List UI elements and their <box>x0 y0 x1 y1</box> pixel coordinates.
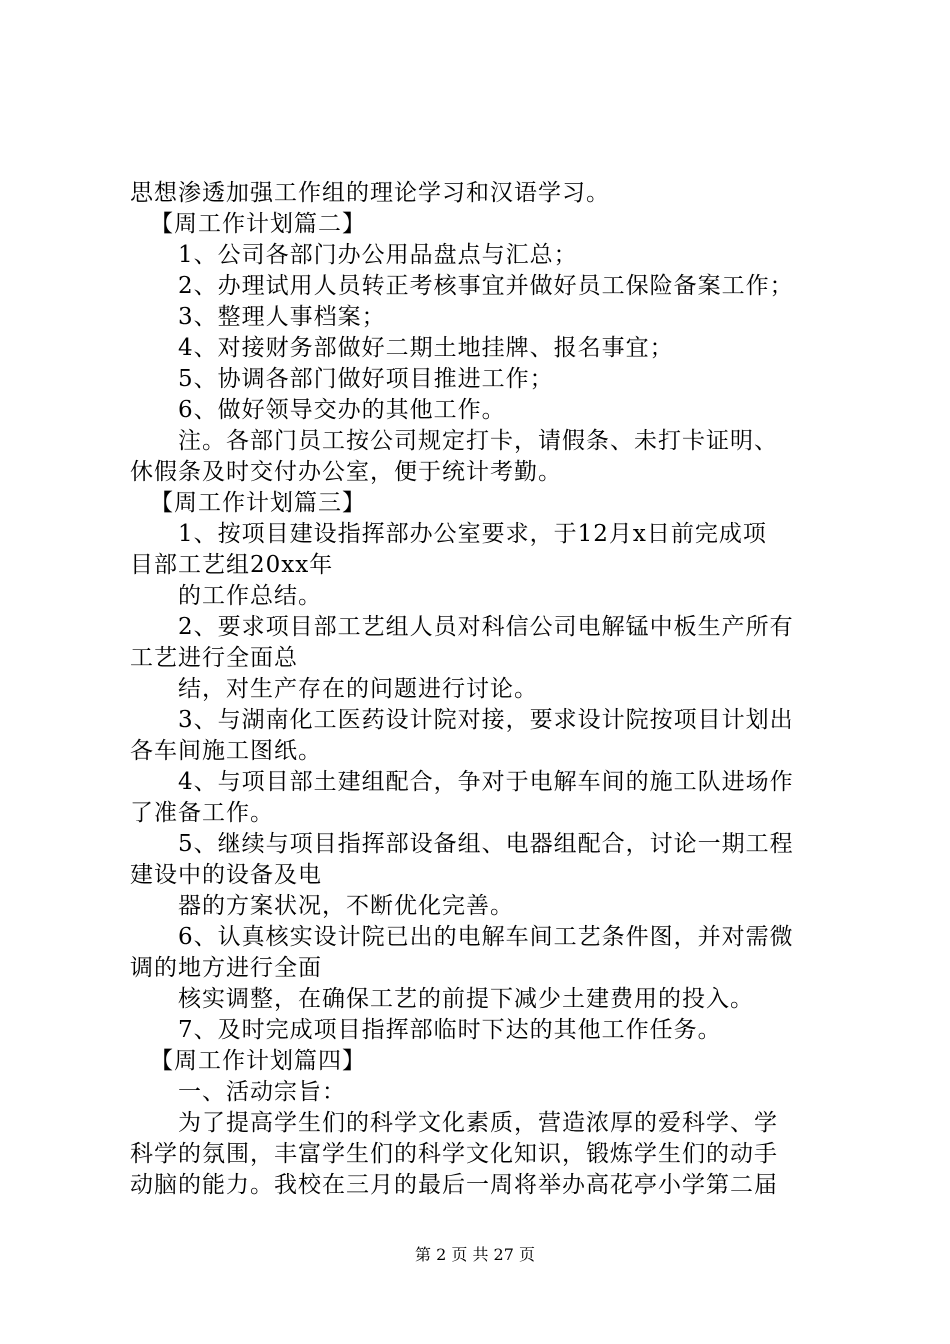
paragraph-line: 科学的氛围，丰富学生们的科学文化知识，锻炼学生们的动手 <box>130 1141 778 1167</box>
text-line: 思想渗透加强工作组的理论学习和汉语学习。 <box>130 180 610 206</box>
list-item: 6、做好领导交办的其他工作。 <box>178 397 506 423</box>
note-text: 休假条及时交付办公室，便于统计考勤。 <box>130 459 562 485</box>
page-number-footer: 第 2 页 共 27 页 <box>415 1245 535 1264</box>
list-item: 4、与项目部土建组配合，争对于电解车间的施工队进场作 <box>178 769 794 795</box>
list-item: 1、按项目建设指挥部办公室要求，于12月x日前完成项 <box>178 521 767 547</box>
list-item: 2、办理试用人员转正考核事宜并做好员工保险备案工作； <box>178 273 794 299</box>
list-item: 7、及时完成项目指挥部临时下达的其他工作任务。 <box>178 1017 722 1043</box>
list-item-continuation: 工艺进行全面总 <box>130 645 298 671</box>
list-item: 5、协调各部门做好项目推进工作； <box>178 366 554 392</box>
list-item-continuation: 核实调整，在确保工艺的前提下减少土建费用的投入。 <box>178 986 754 1012</box>
list-item: 1、公司各部门办公用品盘点与汇总； <box>178 242 578 268</box>
section-heading: 【周工作计划篇三】 <box>150 490 366 516</box>
section-heading: 【周工作计划篇二】 <box>150 211 366 237</box>
note-text: 注。各部门员工按公司规定打卡，请假条、未打卡证明、 <box>178 428 778 454</box>
list-item: 4、对接财务部做好二期土地挂牌、报名事宜； <box>178 335 674 361</box>
list-item-continuation: 建设中的设备及电 <box>130 862 322 888</box>
list-item-continuation: 各车间施工图纸。 <box>130 738 322 764</box>
list-item: 5、继续与项目指挥部设备组、电器组配合，讨论一期工程 <box>178 831 794 857</box>
list-item-continuation: 目部工艺组20xx年 <box>130 552 334 578</box>
paragraph-line: 动脑的能力。我校在三月的最后一周将举办高花亭小学第二届 <box>130 1172 778 1198</box>
list-item-continuation: 调的地方进行全面 <box>130 955 322 981</box>
list-item: 3、与湖南化工医药设计院对接，要求设计院按项目计划出 <box>178 707 794 733</box>
list-item-continuation: 器的方案状况，不断优化完善。 <box>178 893 514 919</box>
list-item-continuation: 的工作总结。 <box>178 583 322 609</box>
list-item-continuation: 结，对生产存在的问题进行讨论。 <box>178 676 538 702</box>
subsection-heading: 一、活动宗旨： <box>178 1079 346 1105</box>
list-item: 6、认真核实设计院已出的电解车间工艺条件图，并对需微 <box>178 924 794 950</box>
paragraph-line: 为了提高学生们的科学文化素质，营造浓厚的爱科学、学 <box>178 1110 778 1136</box>
section-heading: 【周工作计划篇四】 <box>150 1048 366 1074</box>
list-item: 2、要求项目部工艺组人员对科信公司电解锰中板生产所有 <box>178 614 794 640</box>
list-item: 3、整理人事档案； <box>178 304 386 330</box>
list-item-continuation: 了准备工作。 <box>130 800 274 826</box>
